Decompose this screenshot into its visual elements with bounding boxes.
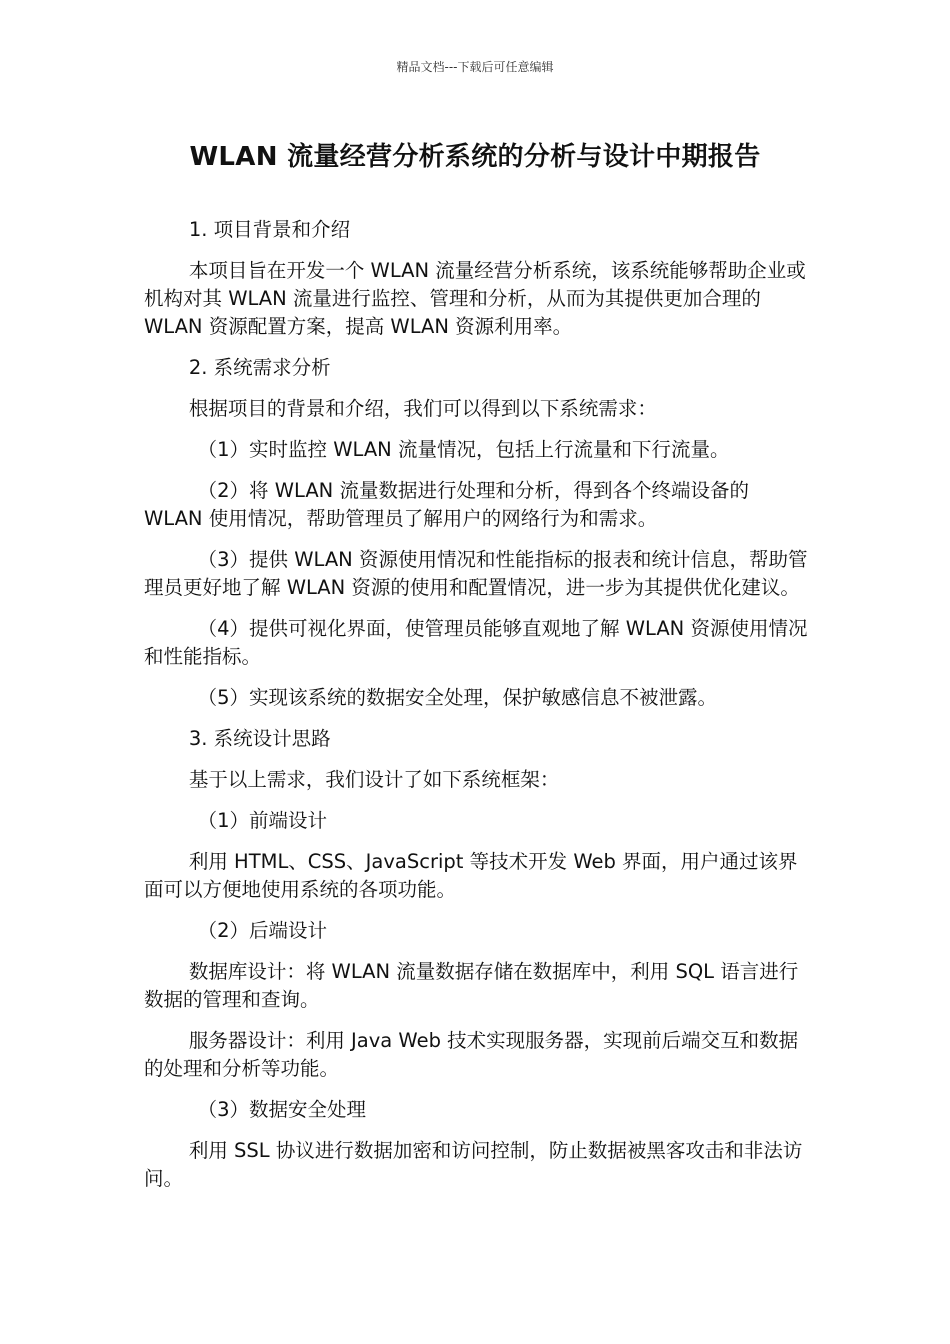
list-item: （3）提供 WLAN 资源使用情况和性能指标的报表和统计信息，帮助管理员更好地了解 WLAN 资源的使用和配置情况，进一步为其提供优化建议。 xyxy=(144,548,808,599)
body-paragraph: 数据库设计：将 WLAN 流量数据存储在数据库中，利用 SQL 语言进行数据的管理和查询。 xyxy=(144,960,799,1011)
document-body xyxy=(144,216,808,1206)
list-item: （2）将 WLAN 流量数据进行处理和分析，得到各个终端设备的 WLAN 使用情况，帮助管理员了解用户的网络行为和需求。 xyxy=(144,479,749,530)
body-paragraph: 利用 HTML、CSS、JavaScript 等技术开发 Web 界面，用户通过该界面可以方便地使用系统的各项功能。 xyxy=(144,850,798,901)
list-item: （1）实时监控 WLAN 流量情况，包括上行流量和下行流量。 xyxy=(197,438,730,461)
subsection-heading: （2）后端设计 xyxy=(197,919,328,942)
body-paragraph: 本项目旨在开发一个 WLAN 流量经营分析系统，该系统能够帮助企业或机构对其 WLAN 流量进行监控、管理和分析，从而为其提供更加合理的 WLAN 资源配置方案，提高 WLAN 资源利用率。 xyxy=(144,259,806,338)
body-paragraph: 服务器设计：利用 Java Web 技术实现服务器，实现前后端交互和数据的处理和分析等功能。 xyxy=(144,1029,799,1080)
body-paragraph: 基于以上需求，我们设计了如下系统框架： xyxy=(188,768,560,791)
section-heading: 1. 项目背景和介绍 xyxy=(188,218,351,241)
subsection-heading: （3）数据安全处理 xyxy=(197,1098,367,1121)
header-note: 精品文档---下载后可任意编辑 xyxy=(396,60,554,74)
section-heading: 3. 系统设计思路 xyxy=(188,727,331,750)
body-paragraph: 根据项目的背景和介绍，我们可以得到以下系统需求： xyxy=(188,397,657,420)
body-paragraph: 利用 SSL 协议进行数据加密和访问控制，防止数据被黑客攻击和非法访问。 xyxy=(144,1139,803,1190)
list-item: （4）提供可视化界面，使管理员能够直观地了解 WLAN 资源使用情况和性能指标。 xyxy=(144,617,808,668)
list-item: （5）实现该系统的数据安全处理，保护敏感信息不被泄露。 xyxy=(197,686,718,709)
document-title: WLAN 流量经营分析系统的分析与设计中期报告 xyxy=(189,142,761,172)
subsection-heading: （1）前端设计 xyxy=(197,809,328,832)
section-heading: 2. 系统需求分析 xyxy=(188,356,331,379)
